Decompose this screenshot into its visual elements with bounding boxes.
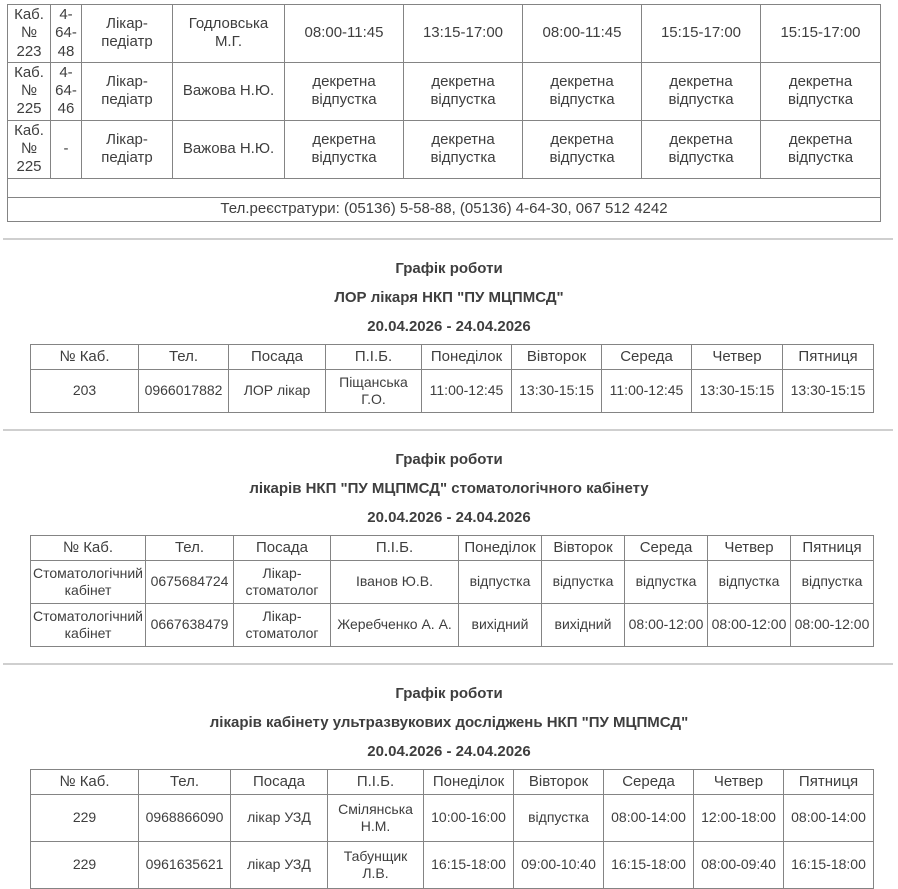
table-row: [31, 841, 874, 888]
monday-cell: декретна відпустка: [285, 62, 404, 120]
wednesday-cell: 16:15-18:00: [604, 841, 694, 888]
phone-cell: 0675684724: [146, 560, 234, 603]
cabinet-cell: Стоматологічний кабінет: [31, 560, 146, 603]
wednesday-cell: відпустка: [625, 560, 708, 603]
wednesday-cell: 08:00-11:45: [523, 5, 642, 63]
doctor-name-cell: Годловська М.Г.: [173, 5, 285, 63]
table-row: [8, 5, 881, 63]
table-row: [31, 603, 874, 646]
section-separator: [3, 663, 893, 665]
col-header-name: П.І.Б.: [328, 769, 424, 794]
col-header-name: П.І.Б.: [331, 535, 459, 560]
tuesday-cell: декретна відпустка: [404, 62, 523, 120]
position-cell: Лікар-педіатр: [82, 5, 173, 63]
wednesday-cell: 08:00-14:00: [604, 794, 694, 841]
tuesday-cell: декретна відпустка: [404, 120, 523, 178]
position-cell: лікар УЗД: [231, 841, 328, 888]
friday-cell: 15:15-17:00: [761, 5, 881, 63]
col-header-thursday: Четвер: [694, 769, 784, 794]
monday-cell: відпустка: [459, 560, 542, 603]
doctor-name-cell: Жеребченко А. А.: [331, 603, 459, 646]
header-row: [31, 344, 874, 369]
section-title: Графік роботи: [395, 450, 503, 468]
table-row: [8, 197, 881, 221]
friday-cell: декретна відпустка: [761, 120, 881, 178]
friday-cell: 08:00-14:00: [784, 794, 874, 841]
friday-cell: декретна відпустка: [761, 62, 881, 120]
col-header-cabinet: № Каб.: [31, 344, 139, 369]
col-header-wednesday: Середа: [625, 535, 708, 560]
position-cell: ЛОР лікар: [229, 369, 326, 412]
stomatology-schedule-table: [30, 535, 874, 647]
col-header-friday: Пятниця: [784, 769, 874, 794]
lor-schedule-table: [30, 344, 874, 413]
section-separator: [3, 429, 893, 431]
col-header-cabinet: № Каб.: [31, 769, 139, 794]
section-subtitle: лікарів кабінету ультразвукових досліджень НКП "ПУ МЦПМСД": [209, 713, 689, 731]
registry-phone-cell: Тел.реєстратури: (05136) 5-58-88, (05136) 4-64-30, 067 512 4242: [8, 197, 881, 221]
empty-row-cell: [8, 178, 881, 197]
phone-cell: 0667638479: [146, 603, 234, 646]
cabinet-cell: 229: [31, 794, 139, 841]
monday-cell: 11:00-12:45: [422, 369, 512, 412]
cabinet-cell: 229: [31, 841, 139, 888]
section-ultrasound: [0, 685, 898, 889]
section-title: Графік роботи: [395, 259, 503, 277]
tuesday-cell: 13:15-17:00: [404, 5, 523, 63]
monday-cell: 10:00-16:00: [424, 794, 514, 841]
col-header-wednesday: Середа: [602, 344, 692, 369]
friday-cell: 16:15-18:00: [784, 841, 874, 888]
tuesday-cell: 09:00-10:40: [514, 841, 604, 888]
table-row: [8, 178, 881, 197]
col-header-friday: Пятниця: [791, 535, 874, 560]
col-header-monday: Понеділок: [424, 769, 514, 794]
section-lor: [0, 260, 898, 413]
phone-ext-cell: -: [51, 120, 82, 178]
col-header-tuesday: Вівторок: [514, 769, 604, 794]
col-header-monday: Понеділок: [422, 344, 512, 369]
position-cell: лікар УЗД: [231, 794, 328, 841]
col-header-phone: Тел.: [139, 769, 231, 794]
table-row: [31, 369, 874, 412]
position-cell: Лікар-педіатр: [82, 62, 173, 120]
thursday-cell: 08:00-12:00: [708, 603, 791, 646]
cabinet-cell: Каб. № 225: [8, 62, 51, 120]
cabinet-cell: Стоматологічний кабінет: [31, 603, 146, 646]
phone-cell: 0966017882: [139, 369, 229, 412]
wednesday-cell: 11:00-12:45: [602, 369, 692, 412]
thursday-cell: 15:15-17:00: [642, 5, 761, 63]
thursday-cell: декретна відпустка: [642, 120, 761, 178]
table-row: [8, 62, 881, 120]
thursday-cell: 12:00-18:00: [694, 794, 784, 841]
position-cell: Лікар-стоматолог: [234, 603, 331, 646]
doctor-name-cell: Смілянська Н.М.: [328, 794, 424, 841]
header-row: [31, 535, 874, 560]
doctor-name-cell: Важова Н.Ю.: [173, 62, 285, 120]
monday-cell: 08:00-11:45: [285, 5, 404, 63]
col-header-name: П.І.Б.: [326, 344, 422, 369]
wednesday-cell: декретна відпустка: [523, 120, 642, 178]
monday-cell: 16:15-18:00: [424, 841, 514, 888]
col-header-phone: Тел.: [139, 344, 229, 369]
doctor-name-cell: Табунщик Л.В.: [328, 841, 424, 888]
col-header-phone: Тел.: [146, 535, 234, 560]
section-title: Графік роботи: [395, 684, 503, 702]
table-row: [8, 120, 881, 178]
section-subtitle: лікарів НКП "ПУ МЦПМСД" стоматологічного кабінету: [249, 479, 649, 497]
section-stomatology: [0, 451, 898, 647]
section-period: 20.04.2026 - 24.04.2026: [367, 317, 531, 335]
table-row: [31, 560, 874, 603]
phone-cell: 0968866090: [139, 794, 231, 841]
ultrasound-schedule-table: [30, 769, 874, 889]
col-header-position: Посада: [234, 535, 331, 560]
friday-cell: 08:00-12:00: [791, 603, 874, 646]
col-header-friday: Пятниця: [783, 344, 874, 369]
cabinet-cell: Каб. № 225: [8, 120, 51, 178]
col-header-monday: Понеділок: [459, 535, 542, 560]
table-row: [31, 794, 874, 841]
section-separator: [3, 238, 893, 240]
friday-cell: 13:30-15:15: [783, 369, 874, 412]
doctor-name-cell: Важова Н.Ю.: [173, 120, 285, 178]
header-row: [31, 769, 874, 794]
phone-cell: 0961635621: [139, 841, 231, 888]
col-header-cabinet: № Каб.: [31, 535, 146, 560]
section-period: 20.04.2026 - 24.04.2026: [367, 508, 531, 526]
phone-ext-cell: 4-64-48: [51, 5, 82, 63]
position-cell: Лікар-педіатр: [82, 120, 173, 178]
thursday-cell: декретна відпустка: [642, 62, 761, 120]
wednesday-cell: 08:00-12:00: [625, 603, 708, 646]
tuesday-cell: відпустка: [542, 560, 625, 603]
tuesday-cell: відпустка: [514, 794, 604, 841]
doctor-name-cell: Іванов Ю.В.: [331, 560, 459, 603]
monday-cell: вихідний: [459, 603, 542, 646]
pediatric-schedule-table: [7, 4, 881, 222]
col-header-thursday: Четвер: [708, 535, 791, 560]
tuesday-cell: вихідний: [542, 603, 625, 646]
section-subtitle: ЛОР лікаря НКП "ПУ МЦПМСД": [334, 288, 564, 306]
friday-cell: відпустка: [791, 560, 874, 603]
thursday-cell: 08:00-09:40: [694, 841, 784, 888]
monday-cell: декретна відпустка: [285, 120, 404, 178]
col-header-tuesday: Вівторок: [542, 535, 625, 560]
col-header-wednesday: Середа: [604, 769, 694, 794]
thursday-cell: відпустка: [708, 560, 791, 603]
col-header-tuesday: Вівторок: [512, 344, 602, 369]
section-period: 20.04.2026 - 24.04.2026: [367, 742, 531, 760]
wednesday-cell: декретна відпустка: [523, 62, 642, 120]
doctor-name-cell: Піщанська Г.О.: [326, 369, 422, 412]
thursday-cell: 13:30-15:15: [692, 369, 783, 412]
position-cell: Лікар-стоматолог: [234, 560, 331, 603]
phone-ext-cell: 4-64-46: [51, 62, 82, 120]
col-header-thursday: Четвер: [692, 344, 783, 369]
col-header-position: Посада: [229, 344, 326, 369]
cabinet-cell: 203: [31, 369, 139, 412]
cabinet-cell: Каб. № 223: [8, 5, 51, 63]
tuesday-cell: 13:30-15:15: [512, 369, 602, 412]
col-header-position: Посада: [231, 769, 328, 794]
